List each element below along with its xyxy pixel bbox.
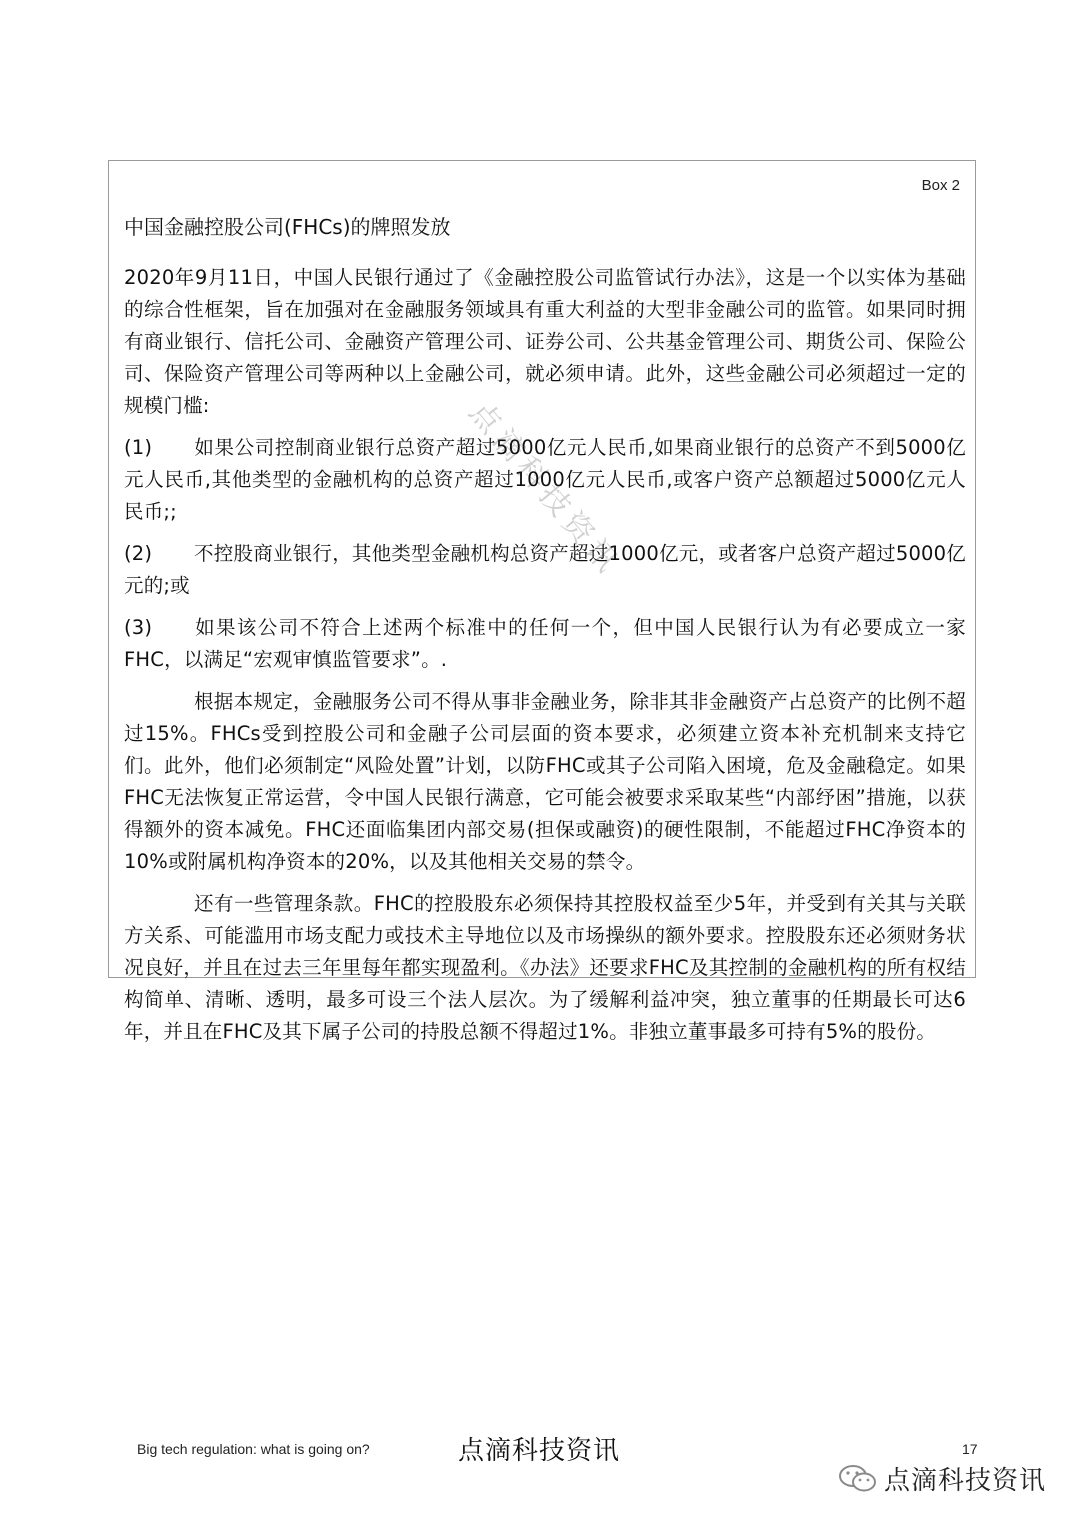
brand-text: 点滴科技资讯	[884, 1466, 1047, 1496]
item-number: (1)	[124, 436, 153, 459]
box-content	[124, 210, 966, 1058]
paragraph-governance: 还有一些管理条款。FHC的控股股东必须保持其控股权益至少5年，并受到有关其与关联方关系、可能滥用市场支配力或技术主导地位以及市场操纵的额外要求。控股股东还必须财务状况良好，并且在过去三年里每年都实现盈利。《办法》还要求FHC及其控制的金融机构的所有权结构简单、清晰、透明，最多可设三个法人层次。为了缓解利益冲突，独立董事的任期最长可达6年，并且在FHC及其下属子公司的持股总额不得超过1%。非独立董事最多可持有5%的股份。	[124, 892, 966, 1043]
brand-badge	[838, 1460, 1046, 1497]
paragraph-restrictions: 根据本规定，金融服务公司不得从事非金融业务，除非其非金融资产占总资产的比例不超过15%。FHCs受到控股公司和金融子公司层面的资本要求，必须建立资本补充机制来支持它们。此外，他们必须制定“风险处置”计划，以防FHC或其子公司陷入困境，危及金融稳定。如果FHC无法恢复正常运营，令中国人民银行满意，它可能会被要求采取某些“内部纾困”措施，以获得额外的资本减免。FHC还面临集团内部交易(担保或融资)的硬性限制，不能超过FHC净资本的10%或附属机构净资本的20%，以及其他相关交易的禁令。	[124, 690, 966, 873]
criteria-item	[124, 612, 966, 676]
watermark: 点滴科技资讯	[462, 395, 628, 584]
item-text: 如果该公司不符合上述两个标准中的任何一个，但中国人民银行认为有必要成立一家FHC，以满足“宏观审慎监管要求”。.	[124, 616, 966, 671]
page-number: 17	[962, 1441, 978, 1457]
box-title: 中国金融控股公司(FHCs)的牌照发放	[124, 215, 451, 239]
box-label: Box 2	[921, 177, 960, 194]
footer-brand: 点滴科技资讯	[458, 1436, 621, 1466]
footer-title: Big tech regulation: what is going on?	[137, 1441, 370, 1457]
item-text: 不控股商业银行，其他类型金融机构总资产超过1000亿元，或者客户总资产超过5000亿元的;或	[124, 542, 966, 597]
intro-paragraph: 2020年9月11日，中国人民银行通过了《金融控股公司监管试行办法》，这是一个以实体为基础的综合性框架，旨在加强对在金融服务领域具有重大利益的大型非金融公司的监管。如果同时拥有商业银行、信托公司、金融资产管理公司、证券公司、公共基金管理公司、期货公司、保险公司、保险资产管理公司等两种以上金融公司，就必须申请。此外，这些金融公司必须超过一定的规模门槛:	[124, 266, 966, 417]
criteria-item	[124, 538, 966, 602]
wechat-icon	[838, 1464, 878, 1494]
item-number: (2)	[124, 542, 153, 565]
criteria-item	[124, 432, 966, 528]
item-text: 如果公司控制商业银行总资产超过5000亿元人民币,如果商业银行的总资产不到5000亿元人民币,其他类型的金融机构的总资产超过1000亿元人民币,或客户资产总额超过5000亿元人民币;;	[124, 436, 966, 523]
item-number: (3)	[124, 616, 153, 639]
